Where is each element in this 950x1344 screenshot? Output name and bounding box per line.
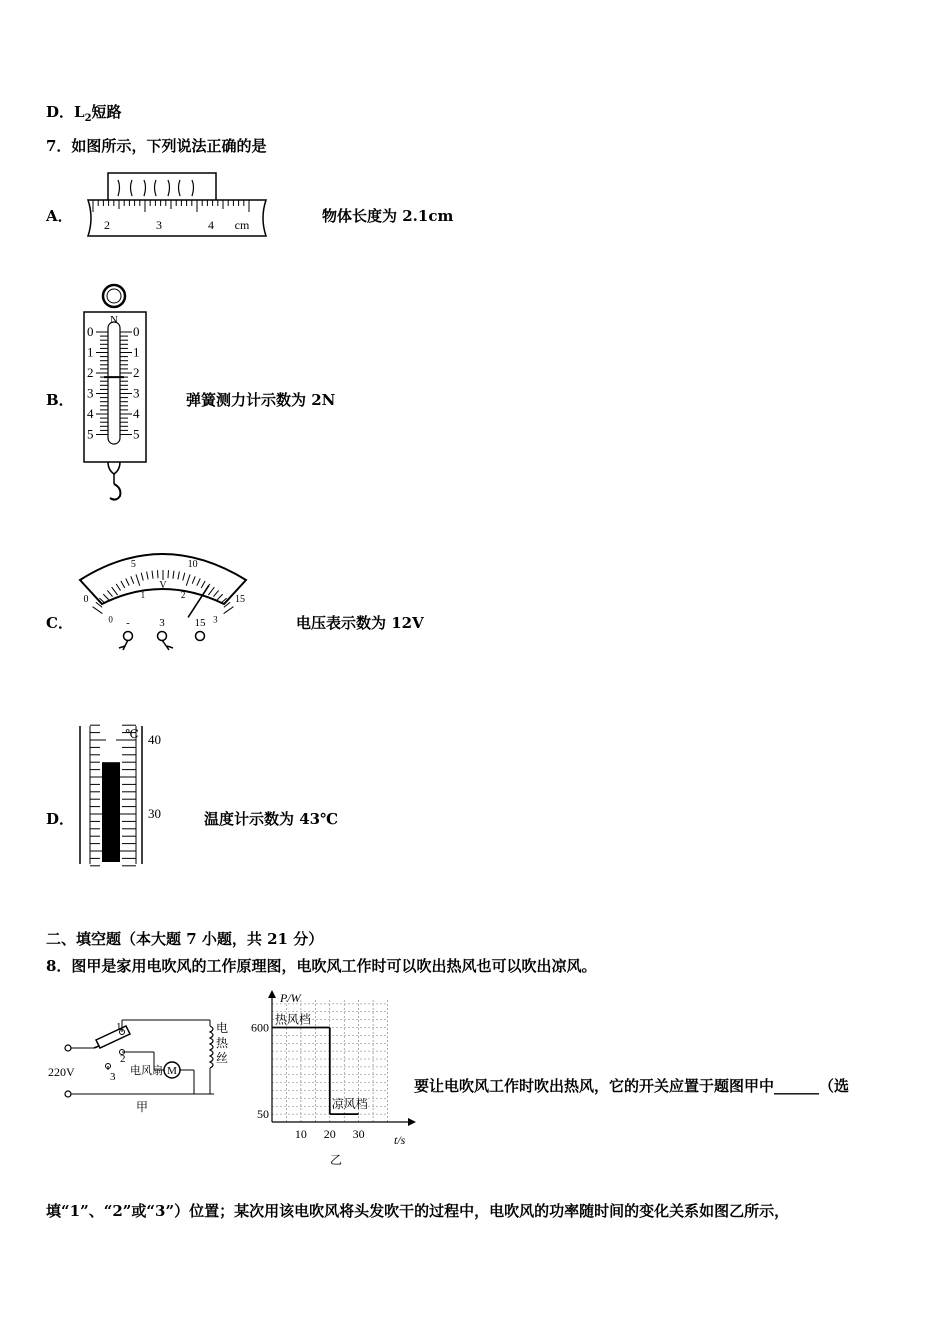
x-tick-label: 20: [323, 1127, 336, 1141]
voltmeter-scale-label: 2: [180, 590, 186, 601]
heater-coil: [210, 1026, 213, 1068]
thermometer-mark: 30: [148, 806, 161, 821]
input-terminal: [65, 1045, 71, 1051]
y-tick-label: 600: [251, 1020, 269, 1035]
figure-caption: 甲: [136, 1100, 149, 1114]
x-tick-label: 10: [294, 1127, 307, 1141]
option-d-text: 温度计示数为 43℃: [204, 810, 339, 828]
svg-text:-: -: [126, 617, 130, 629]
switch-blade: [96, 1026, 130, 1048]
voltmeter-figure: [74, 538, 254, 658]
contact-label: 1: [116, 1021, 122, 1033]
scale-label-left: 3: [87, 385, 94, 401]
heater-label: 热: [216, 1036, 229, 1050]
scale-unit: N: [110, 314, 118, 326]
x-tick-label: 30: [352, 1127, 365, 1141]
contact-label: 3: [110, 1071, 116, 1083]
q8-continuation: 填“1”、“2”或“3”）位置；某次用该电吹风将头发吹干的过程中，电吹风的功率随时间的变化关系如图乙所示，: [46, 1202, 790, 1220]
mercury-column: [102, 762, 120, 862]
measured-object: [108, 173, 216, 203]
scale-label-left: 2: [87, 365, 94, 380]
subscript: 2: [84, 113, 92, 124]
voltmeter-scale-label: 10: [187, 558, 198, 570]
voltmeter-scale-label: 15: [235, 594, 246, 606]
voltmeter-scale-label: 0: [83, 594, 89, 606]
voltmeter-scale-label: 5: [130, 558, 136, 570]
heater-label: 电: [216, 1021, 229, 1035]
q7-stem: 7．如图所示，下列说法正确的是: [46, 137, 267, 155]
option-b-text: 弹簧测力计示数为 2N: [186, 391, 336, 409]
option-label: D．: [46, 103, 75, 121]
option-a-text: 物体长度为 2.1cm: [322, 207, 454, 225]
scale-label-right: 3: [133, 385, 140, 401]
scale-label-right: 5: [133, 426, 140, 442]
option-text: L: [74, 103, 85, 121]
ruler-tick-label: 4: [208, 218, 214, 232]
figure-caption: 乙: [330, 1153, 343, 1166]
q8-inline-text: 要让电吹风工作时吹出热风，它的开关应置于题图甲中______（选: [414, 1077, 850, 1095]
voltmeter-unit: V: [159, 580, 167, 591]
ruler-tick-label: 3: [156, 218, 162, 232]
scale-hook: [110, 484, 120, 500]
option-text: 短路: [91, 103, 122, 121]
y-axis-label: P/W: [280, 991, 301, 1005]
scale-label-left: 4: [87, 406, 94, 421]
voltmeter-scale-label: 1: [140, 590, 146, 601]
spring-scale-figure: [78, 278, 158, 508]
voltmeter-tick: [158, 570, 159, 578]
voltmeter-tick: [168, 570, 169, 578]
contact-label: 2: [120, 1053, 126, 1065]
svg-text:3: 3: [159, 617, 165, 629]
voltmeter-scale-label: 0: [108, 614, 113, 625]
scale-label-left: 5: [87, 426, 94, 442]
svg-text:15: 15: [194, 617, 206, 629]
supply-voltage: 220V: [48, 1065, 75, 1079]
voltmeter-tick: [93, 607, 103, 614]
option-c-text: 电压表示数为 12V: [296, 614, 424, 632]
terminal-negative: [119, 617, 133, 650]
scale-label-right: 0: [133, 324, 140, 339]
input-terminal: [65, 1091, 71, 1097]
series-label-hot: 热风档: [274, 1012, 311, 1027]
ruler-figure: [80, 168, 280, 246]
q8-stem: 8．图甲是家用电吹风的工作原理图，电吹风工作时可以吹出热风也可以吹出凉风。: [46, 957, 597, 975]
terminal-3: [158, 617, 174, 650]
heater-label: 丝: [216, 1051, 229, 1065]
section-heading: 二、填空题（本大题 7 小题，共 21 分）: [46, 930, 324, 948]
x-axis-label: t/s: [394, 1133, 406, 1147]
option-b-label: B．: [46, 391, 74, 409]
thermometer-unit: ℃: [125, 727, 139, 741]
scale-ring: [103, 285, 125, 307]
scale-label-right: 2: [133, 365, 140, 380]
option-c-label: C．: [46, 614, 73, 632]
fan-label: 电风扇: [130, 1065, 163, 1077]
ruler-tick-label: 2: [104, 218, 110, 232]
series-label-cool: 凉风档: [331, 1097, 368, 1112]
prev-option-d: [46, 102, 122, 129]
ruler-unit: cm: [234, 218, 250, 232]
thermometer-mark: 40: [148, 732, 161, 747]
voltmeter-scale-label: 3: [213, 614, 218, 625]
terminal-15: [195, 617, 207, 641]
scale-label-right: 4: [133, 406, 140, 421]
y-tick-label: 50: [257, 1107, 269, 1122]
voltmeter-tick: [224, 607, 234, 614]
thermometer-figure: [72, 722, 172, 868]
scale-label-right: 1: [133, 344, 140, 360]
power-time-chart: [244, 986, 416, 1166]
option-a-label: A．: [46, 207, 73, 225]
scale-label-left: 0: [87, 324, 94, 339]
circuit-diagram: [44, 1014, 244, 1116]
motor-label: M: [167, 1065, 177, 1077]
option-d-label: D．: [46, 810, 75, 828]
scale-label-left: 1: [87, 344, 94, 360]
